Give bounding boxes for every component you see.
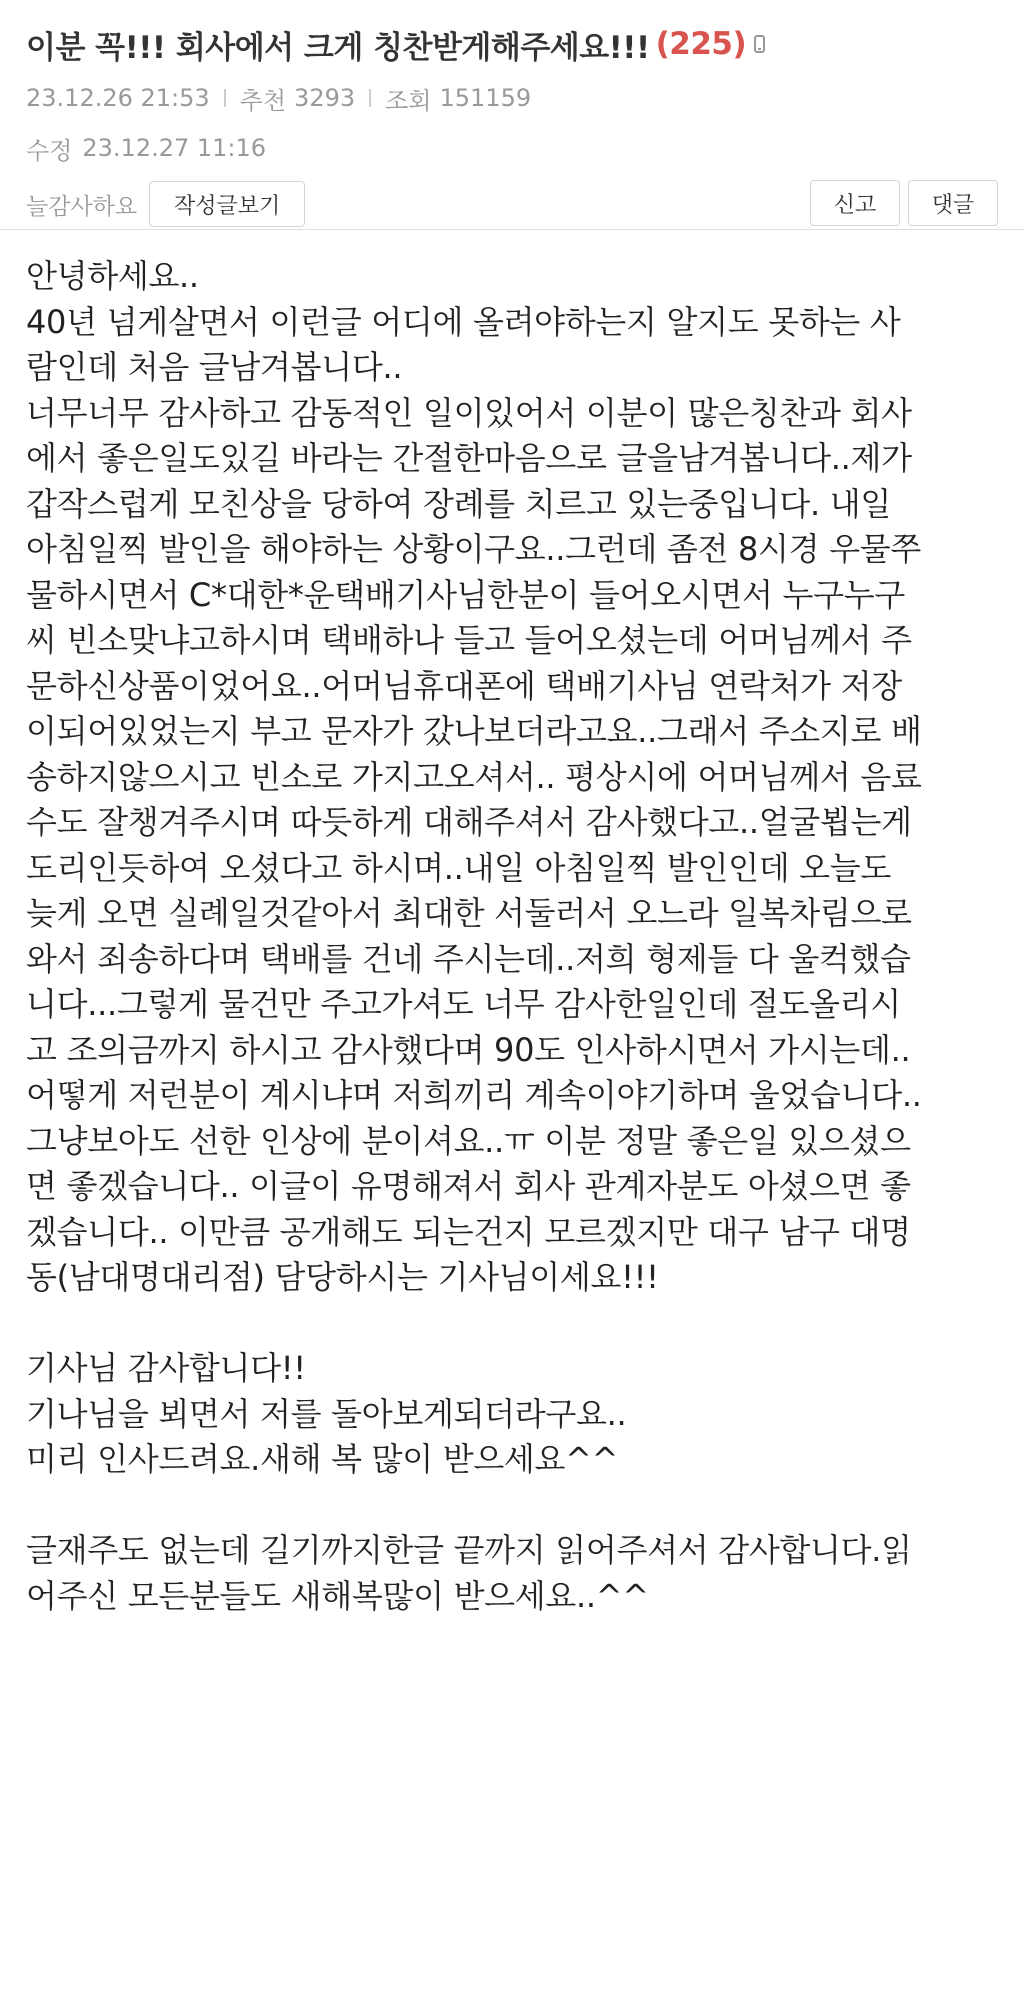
views-count: 151159 [439, 84, 532, 112]
post-date: 23.12.26 21:53 [26, 84, 210, 112]
content-line: 40년 넘게살면서 이런글 어디에 올려야하는지 알지도 못하는 사 [26, 302, 901, 341]
content-line: 겠습니다.. 이만큼 공개해도 되는건지 모르겠지만 대구 남구 대명 [26, 1212, 911, 1251]
edit-meta [26, 130, 998, 166]
recommend-count: 3293 [294, 84, 356, 112]
content-line: 도리인듯하여 오셨다고 하시며..내일 아침일찍 발인인데 오늘도 [26, 848, 892, 887]
views-label: 조회 [385, 86, 432, 115]
meta-divider [224, 89, 226, 107]
content-line: 어떻게 저런분이 계시냐며 저희끼리 계속이야기하며 울었습니다.. [26, 1076, 922, 1114]
content-line: 어주신 모든분들도 새해복많이 받으세요..^^ [26, 1576, 649, 1615]
action-buttons [810, 180, 998, 226]
report-button[interactable]: 신고 [810, 180, 900, 226]
author-row [26, 180, 998, 228]
post-meta [26, 80, 998, 116]
content-line: 이되어있었는지 부고 문자가 갔나보더라고요..그래서 주소지로 배 [26, 712, 922, 750]
content-line: 늦게 오면 실례일것같아서 최대한 서둘러서 오느라 일복차림으로 [26, 894, 912, 932]
edit-label: 수정 [26, 136, 73, 165]
content-line: 문하신상품이었어요..어머님휴대폰에 택배기사님 연락처가 저장 [26, 666, 902, 705]
comment-count[interactable]: (225) [655, 26, 747, 62]
blank-line [26, 1301, 998, 1347]
content-line: 수도 잘챙겨주시며 따듯하게 대해주셔서 감사했다고..얼굴뵙는게 [26, 803, 912, 841]
content-line: 기나님을 뵈면서 저를 돌아보게되더라구요.. [26, 1394, 627, 1433]
author-name[interactable]: 늘감사하요 [26, 193, 138, 220]
content-line: 갑작스럽게 모친상을 당하여 장례를 치르고 있는중입니다. 내일 [26, 484, 892, 523]
content-line: 람인데 처음 글남겨봅니다.. [26, 348, 403, 386]
content-line: 글재주도 없는데 길기까지한글 끝까지 읽어주셔서 감사합니다.읽 [26, 1531, 912, 1569]
content-line: 동(남대명대리점) 담당하시는 기사님이세요!!! [26, 1258, 659, 1296]
content-line: 물하시면서 C*대한*운택배기사님한분이 들어오시면서 누구누구 [26, 575, 905, 614]
recommend-label: 추천 [239, 86, 287, 115]
content-line: 면 좋겠습니다.. 이글이 유명해져서 회사 관계자분도 아셨으면 좋 [26, 1167, 911, 1205]
meta-divider [369, 89, 371, 107]
content-line: 씨 빈소맞냐고하시며 택배하나 들고 들어오셨는데 어머님께서 주 [26, 621, 912, 659]
content-line: 미리 인사드려요.새해 복 많이 받으세요^^ [26, 1440, 619, 1478]
content-line: 니다...그렇게 물건만 주고가셔도 너무 감사한일인데 절도올리시 [26, 985, 901, 1023]
content-line: 에서 좋은일도있길 바라는 간절한마음으로 글을남겨봅니다..제가 [26, 439, 912, 477]
view-posts-button[interactable]: 작성글보기 [149, 181, 305, 227]
content-line: 기사님 감사합니다!! [26, 1349, 306, 1387]
post-header [0, 0, 1024, 230]
content-line: 고 조의금까지 하시고 감사했다며 90도 인사하시면서 가시는데.. [26, 1030, 911, 1069]
blank-line [26, 1483, 998, 1529]
mobile-phone-icon [754, 35, 765, 53]
content-line: 아침일찍 발인을 해야하는 상황이구요..그런데 좀전 8시경 우물쭈 [26, 530, 921, 568]
post-title: 이분 꼭!!! 회사에서 크게 칭찬받게해주세요!!! [26, 29, 650, 66]
comment-button[interactable]: 댓글 [908, 180, 998, 226]
content-line: 송하지않으시고 빈소로 가지고오셔서.. 평상시에 어머님께서 음료 [26, 757, 922, 796]
content-line: 그냥보아도 선한 인상에 분이셔요..ㅠ 이분 정말 좋은일 있으셨으 [26, 1121, 911, 1160]
content-line: 와서 죄송하다며 택배를 건네 주시는데..저희 형제들 다 울컥했습 [26, 939, 911, 978]
edit-date: 23.12.27 11:16 [82, 134, 267, 162]
post-title-row [26, 18, 998, 70]
content-line: 너무너무 감사하고 감동적인 일이있어서 이분이 많은칭찬과 회사 [26, 393, 912, 432]
content-line: 안녕하세요.. [26, 257, 199, 295]
post-content [0, 230, 1024, 1619]
